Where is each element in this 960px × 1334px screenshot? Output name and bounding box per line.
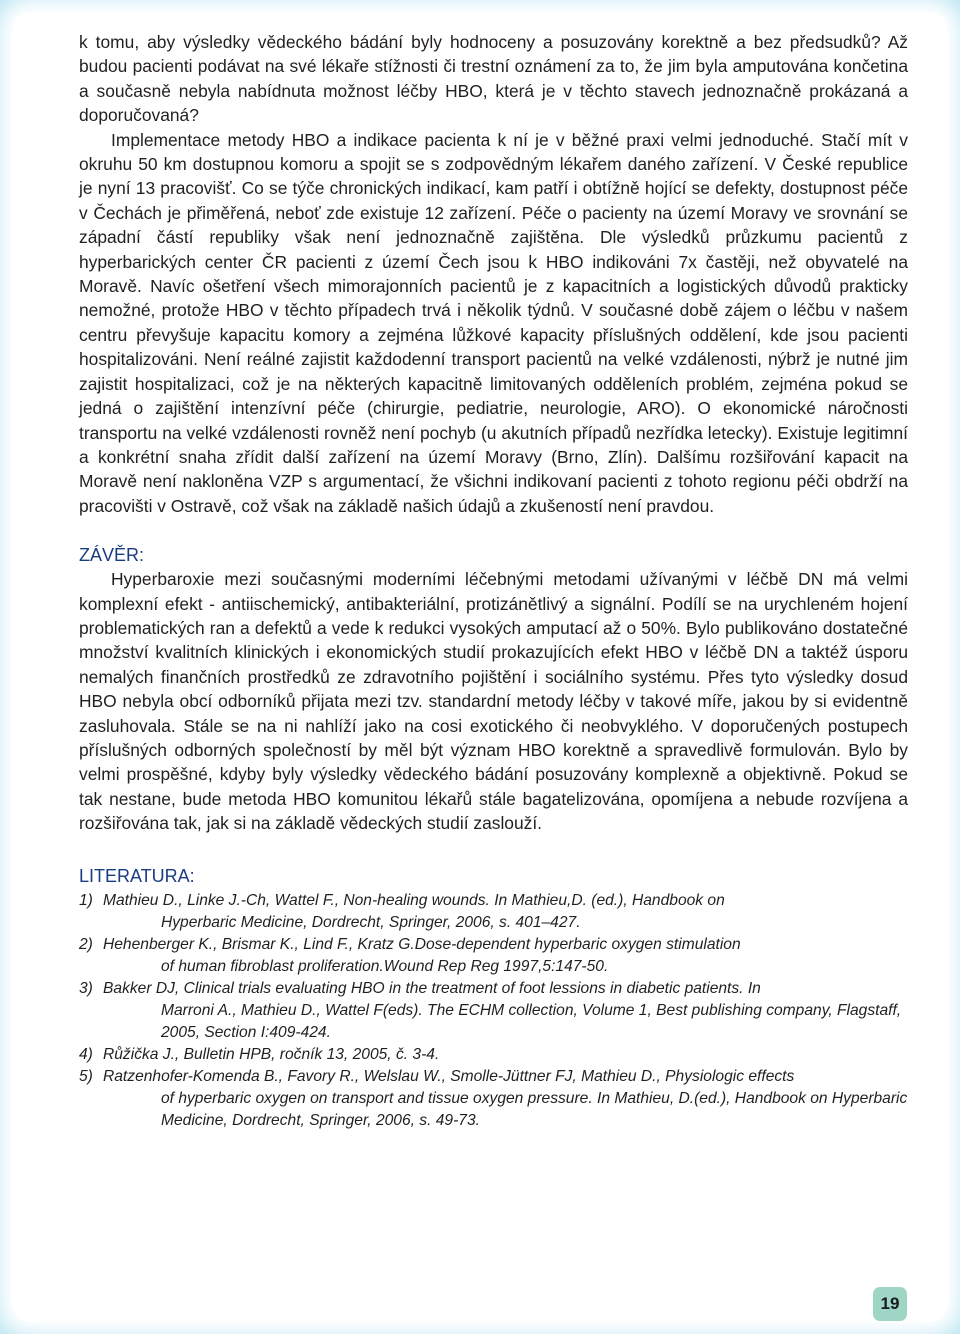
reference-item: [79, 978, 908, 1044]
reference-number: 5): [79, 1067, 93, 1085]
reference-item: [79, 890, 908, 934]
reference-number: 1): [79, 891, 93, 909]
reference-first-line: Hehenberger K., Brismar K., Lind F., Kratz G.Dose-dependent hyperbaric oxygen stimulation: [103, 935, 741, 953]
reference-first-line: Bakker DJ, Clinical trials evaluating HBO in the treatment of foot lessions in diabetic patients. In: [103, 979, 761, 997]
article-body: [79, 30, 908, 1132]
reference-item: [79, 934, 908, 978]
reference-number: 3): [79, 979, 93, 997]
literature-heading: LITERATURA:: [79, 865, 195, 886]
reference-item: [79, 1044, 908, 1066]
paragraph-implementation: Implementace metody HBO a indikace pacienta k ní je v běžné praxi velmi jednoduché. Stačí mít v okruhu 50 km dostupnou komoru a spojit se s zodpovědným lékařem daného zařízení. V České republice je nyní 13 pracovišť. Co se týče chronických indikací, kam patří i obtížně hojící se defekty, dostupnost péče v Čechách je přiměřená, neboť zde existuje 12 zařízení. Péče o pacienty na území Moravy ve srovnání se západní částí republiky však není jednoznačně zajištěna. Dle výsledků průzkumu pacientů z hyperbarických center ČR pacienti z území Čech jsou k HBO indikováni 7x častěji, než obyvatelé na Moravě. Navíc ošetření všech mimorajonních pacientů je z kapacitních a logistických důvodů prakticky nemožné, protože HBO v těchto případech trvá i několik týdnů. V současné době zájem o léčbu v našem centru převyšuje kapacitu komory a zejména lůžkové kapacity příslušných oddělení, kde jsou pacienti hospitalizováni. Není reálné zajistit každodenní transport pacientů na velké vzdálenosti, nýbrž je nutné jim zajistit hospitalizaci, což je na některých kapacitně limitovaných odděleních problém, zejména pokud se jedná o zajištění intenzívní péče (chirurgie, pediatrie, neurologie, ARO). O ekonomické náročnosti transportu na velké vzdálenosti rovněž není pochyb (u akutních případů nezřídka letecky). Existuje legitimní a konkrétní snaha zřídit další zařízení na území Moravy (Brno, Zlín). Dalšímu rozšiřování kapacit na Moravě není nakloněna VZP s argumentací, že všichni indikovaní pacienti z tohoto regionu péči obdrží na pracovišti v Ostravě, což však na základě našich údajů a zkušeností není pravdou.: [79, 129, 908, 516]
reference-continuation: of human fibroblast proliferation.Wound Rep Reg 1997,5:147-50.: [161, 957, 609, 975]
reference-number: 2): [79, 935, 93, 953]
reference-continuation: Hyperbaric Medicine, Dordrecht, Springer, 2006, s. 401–427.: [161, 913, 581, 931]
conclusion-heading: ZÁVĚR:: [79, 545, 145, 566]
reference-continuation: of hyperbaric oxygen on transport and tissue oxygen pressure. In Mathieu, D.(ed.), Handbook on Hyperbaric Medicine, Dordrecht, Springer, 2006, s. 49-73.: [161, 1089, 908, 1129]
conclusion-text: Hyperbaroxie mezi současnými moderními léčebnými metodami užívanými v léčbě DN má velmi komplexní efekt - antiischemický, antibakteriální, protizánětlivý a signální. Podílí se na urychleném hojení problematických ran a defektů a vede k redukci vysokých amputací až o 50%. Bylo publikováno dostatečné množství kvalitních klinických i ekonomických studií prokazujících efekt HBO v léčbě DN a taktéž úsporu nemalých finančních prostředků ze zdravotního pojištění i sociálního systému. Přes tyto výsledky dosud HBO nebyla obcí odborníků přijata mezi tzv. standardní metody léčby v takové míře, jakou by si evidentně zasluhovala. Stále se na ni nahlíží jako na cosi exotického či neobvyklého. V doporučených postupech příslušných odborných společností by měl být význam HBO korektně a spravedlivě formulován. Bylo by velmi prospěšné, kdyby byly výsledky vědeckého bádání posuzovány komplexně a objektivně. Pokud se tak nestane, bude metoda HBO komunitou lékařů stále bagatelizována, opomíjena a nebude rozvíjena a rozšiřována tak, jak si na základě vědeckých studií zaslouží.: [79, 569, 908, 834]
reference-list: [79, 890, 908, 1132]
reference-first-line: Mathieu D., Linke J.-Ch, Wattel F., Non-healing wounds. In Mathieu,D. (ed.), Handbook on: [103, 891, 725, 909]
page-number-badge: 19: [873, 1287, 907, 1321]
reference-continuation: Marroni A., Mathieu D., Wattel F(eds). The ECHM collection, Volume 1, Best publishing company, Flagstaff, 2005, Section I:409-424.: [161, 1001, 902, 1041]
paragraph-intro: k tomu, aby výsledky vědeckého bádání byly hodnoceny a posuzovány korektně a bez předsudků? Až budou pacienti podávat na své lékaře stížnosti či trestní oznámení za to, že jim byla amputována končetina a současně nebyla nabídnuta možnost léčby HBO, která je v těchto stavech jednoznačně prokázaná a doporučovaná?: [79, 32, 908, 126]
reference-first-line: Růžička J., Bulletin HPB, ročník 13, 2005, č. 3-4.: [103, 1045, 440, 1063]
reference-number: 4): [79, 1045, 93, 1063]
reference-first-line: Ratzenhofer-Komenda B., Favory R., Welslau W., Smolle-Jüttner FJ, Mathieu D., Physiologic effects: [103, 1067, 795, 1085]
reference-item: [79, 1066, 908, 1132]
